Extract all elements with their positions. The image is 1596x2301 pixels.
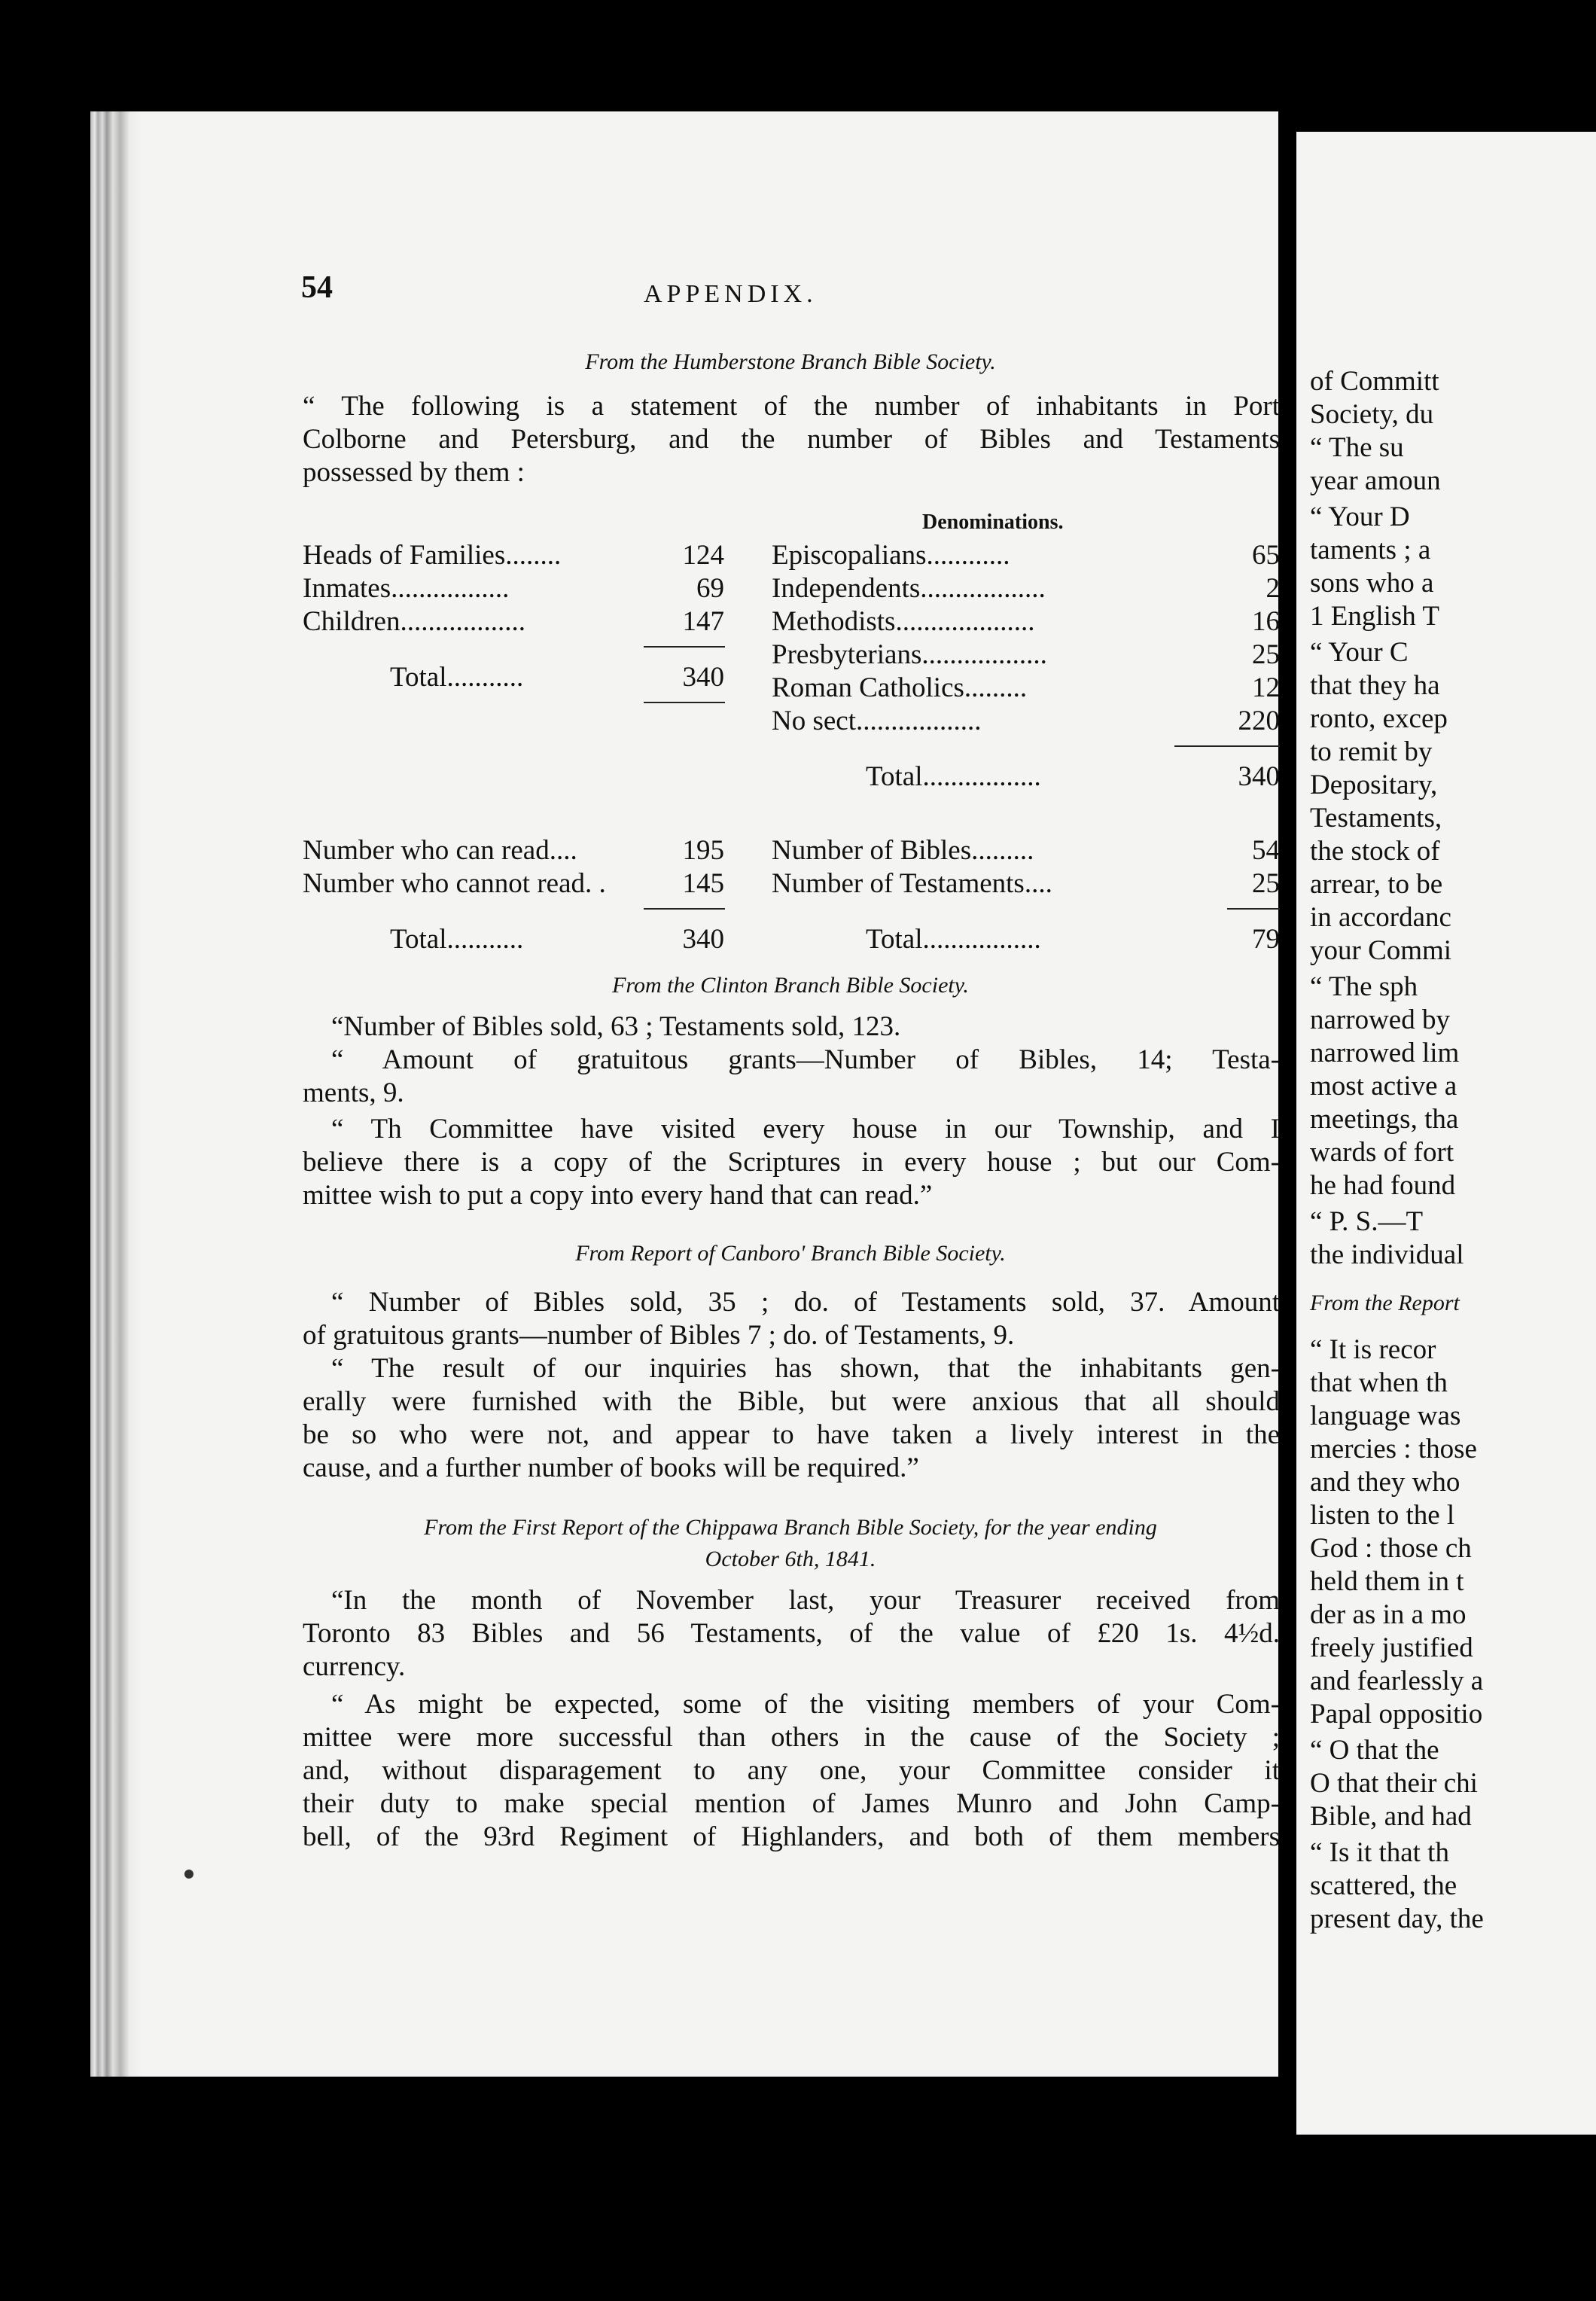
denomination-row: Roman Catholics......... 12 bbox=[772, 672, 1280, 703]
right-line: “ Is it that th bbox=[1310, 1837, 1449, 1868]
inhabitants-row: Heads of Families........ 124 bbox=[303, 540, 724, 571]
right-line: “ Your D bbox=[1310, 501, 1410, 532]
books-row: Number of Testaments.... 25 bbox=[772, 868, 1280, 899]
canboro-heading: From Report of Canboro' Branch Bible Society. bbox=[575, 1241, 1006, 1266]
right-line: sons who a bbox=[1310, 568, 1434, 599]
right-line: listen to the l bbox=[1310, 1500, 1455, 1531]
canboro-line-3: “ The result of our inquiries has shown, that the inhabitants gen- bbox=[331, 1353, 1280, 1384]
right-line: in accordanc bbox=[1310, 902, 1451, 933]
clinton-heading: From the Clinton Branch Bible Society. bbox=[612, 973, 969, 998]
denominations-heading: Denominations. bbox=[922, 510, 1064, 534]
right-line: held them in t bbox=[1310, 1566, 1464, 1597]
right-line: and they who bbox=[1310, 1467, 1460, 1498]
right-line: der as in a mo bbox=[1310, 1599, 1467, 1630]
right-line: the stock of bbox=[1310, 836, 1440, 867]
right-line: Depositary, bbox=[1310, 770, 1438, 800]
humberstone-intro-1: “ The following is a statement of the number of inhabitants in Port bbox=[303, 391, 1280, 422]
right-line: he had found bbox=[1310, 1170, 1456, 1201]
clinton-line-6: mittee wish to put a copy into every hand that can read.” bbox=[303, 1180, 933, 1211]
sum-rule bbox=[644, 702, 725, 703]
right-line: 1 English T bbox=[1310, 601, 1439, 632]
chippawa-line-3: currency. bbox=[303, 1651, 406, 1682]
inhabitants-total-row: Total........... 340 bbox=[390, 662, 724, 693]
right-line: ronto, excep bbox=[1310, 703, 1448, 734]
ink-speck bbox=[184, 1870, 193, 1879]
right-line: that when th bbox=[1310, 1367, 1448, 1398]
right-line: that they ha bbox=[1310, 670, 1440, 701]
clinton-line-4: “ Th Committee have visited every house in our Township, and I bbox=[331, 1114, 1280, 1144]
right-line: O that their chi bbox=[1310, 1768, 1478, 1799]
right-line: and fearlessly a bbox=[1310, 1666, 1484, 1696]
readers-row: Number who cannot read. . 145 bbox=[303, 868, 724, 899]
right-heading: From the Report bbox=[1310, 1291, 1460, 1315]
canboro-line-2: of gratuitous grants—number of Bibles 7 ; do. of Testaments, 9. bbox=[303, 1320, 1015, 1351]
left-page bbox=[90, 111, 1278, 2077]
canboro-line-1: “ Number of Bibles sold, 35 ; do. of Testaments sold, 37. Amount bbox=[331, 1287, 1280, 1318]
right-line: narrowed by bbox=[1310, 1004, 1450, 1035]
canboro-line-4: erally were furnished with the Bible, but were anxious that all should bbox=[303, 1386, 1280, 1417]
chippawa-line-4: “ As might be expected, some of the visiting members of your Com- bbox=[331, 1689, 1280, 1720]
chippawa-line-5: mittee were more successful than others in the cause of the Society ; bbox=[303, 1722, 1280, 1753]
inhabitants-row: Inmates................. 69 bbox=[303, 573, 724, 604]
running-head: APPENDIX. bbox=[644, 280, 818, 308]
clinton-line-1: “Number of Bibles sold, 63 ; Testaments sold, 123. bbox=[331, 1011, 901, 1042]
right-line: taments ; a bbox=[1310, 535, 1431, 565]
right-line: “ Your C bbox=[1310, 637, 1409, 668]
right-line: meetings, tha bbox=[1310, 1104, 1459, 1135]
chippawa-line-6: and, without disparagement to any one, your Committee consider it bbox=[303, 1755, 1280, 1786]
readers-total-row: Total........... 340 bbox=[390, 924, 724, 955]
sum-rule bbox=[1227, 908, 1280, 910]
books-row: Number of Bibles......... 54 bbox=[772, 835, 1280, 866]
humberstone-intro-3: possessed by them : bbox=[303, 457, 525, 488]
chippawa-heading: From the First Report of the Chippawa Branch Bible Society, for the year ending bbox=[424, 1515, 1157, 1540]
right-line: narrowed lim bbox=[1310, 1038, 1460, 1068]
chippawa-heading-date: October 6th, 1841. bbox=[705, 1547, 876, 1571]
right-line: Testaments, bbox=[1310, 803, 1442, 834]
right-line: God : those ch bbox=[1310, 1533, 1472, 1564]
denomination-row: Episcopalians............ 65 bbox=[772, 540, 1280, 571]
right-line: scattered, the bbox=[1310, 1870, 1457, 1901]
right-line: to remit by bbox=[1310, 736, 1433, 767]
right-line: wards of fort bbox=[1310, 1137, 1454, 1168]
humberstone-heading: From the Humberstone Branch Bible Society. bbox=[585, 349, 996, 374]
right-line: present day, the bbox=[1310, 1903, 1484, 1934]
right-line: of Committ bbox=[1310, 366, 1439, 397]
right-line: “ P. S.—T bbox=[1310, 1206, 1424, 1237]
right-line: year amoun bbox=[1310, 465, 1441, 496]
right-line: “ The su bbox=[1310, 432, 1404, 463]
right-page bbox=[1296, 132, 1596, 2135]
readers-row: Number who can read.... 195 bbox=[303, 835, 724, 866]
chippawa-line-1: “In the month of November last, your Treasurer received from bbox=[331, 1585, 1280, 1616]
chippawa-line-7: their duty to make special mention of James Munro and John Camp- bbox=[303, 1788, 1280, 1819]
denomination-row: Independents.................. 2 bbox=[772, 573, 1280, 604]
right-line: arrear, to be bbox=[1310, 869, 1443, 900]
sum-rule bbox=[644, 908, 725, 910]
right-line: “ The sph bbox=[1310, 971, 1418, 1002]
right-line: Papal oppositio bbox=[1310, 1699, 1483, 1730]
right-line: language was bbox=[1310, 1400, 1461, 1431]
sum-rule bbox=[1174, 745, 1280, 747]
right-line: “ It is recor bbox=[1310, 1334, 1436, 1365]
right-line: Society, du bbox=[1310, 399, 1434, 430]
right-line: “ O that the bbox=[1310, 1735, 1439, 1766]
right-line: freely justified bbox=[1310, 1632, 1473, 1663]
clinton-line-3: ments, 9. bbox=[303, 1077, 404, 1108]
page-number: 54 bbox=[301, 270, 333, 305]
right-line: mercies : those bbox=[1310, 1434, 1477, 1464]
canboro-line-5: be so who were not, and appear to have taken a lively interest in the bbox=[303, 1419, 1280, 1450]
right-line: the individual bbox=[1310, 1239, 1464, 1270]
denomination-row: Methodists.................... 16 bbox=[772, 606, 1280, 637]
clinton-line-5: believe there is a copy of the Scriptures in every house ; but our Com- bbox=[303, 1147, 1280, 1178]
sum-rule bbox=[644, 646, 725, 648]
right-line: most active a bbox=[1310, 1071, 1457, 1102]
humberstone-intro-2: Colborne and Petersburg, and the number of Bibles and Testaments bbox=[303, 424, 1280, 455]
clinton-line-2: “ Amount of gratuitous grants—Number of Bibles, 14; Testa- bbox=[331, 1044, 1280, 1075]
right-line: your Commi bbox=[1310, 935, 1452, 966]
inhabitants-row: Children.................. 147 bbox=[303, 606, 724, 637]
canboro-line-6: cause, and a further number of books will be required.” bbox=[303, 1452, 919, 1483]
denomination-row: Presbyterians.................. 25 bbox=[772, 639, 1280, 670]
book-binding bbox=[90, 111, 142, 2077]
right-line: Bible, and had bbox=[1310, 1801, 1472, 1832]
books-total-row: Total................. 79 bbox=[866, 924, 1280, 955]
chippawa-line-8: bell, of the 93rd Regiment of Highlanders, and both of them members bbox=[303, 1821, 1280, 1852]
denominations-total-row: Total................. 340 bbox=[866, 761, 1280, 792]
chippawa-line-2: Toronto 83 Bibles and 56 Testaments, of the value of £20 1s. 4½d. bbox=[303, 1618, 1280, 1649]
denomination-row: No sect.................. 220 bbox=[772, 706, 1280, 736]
